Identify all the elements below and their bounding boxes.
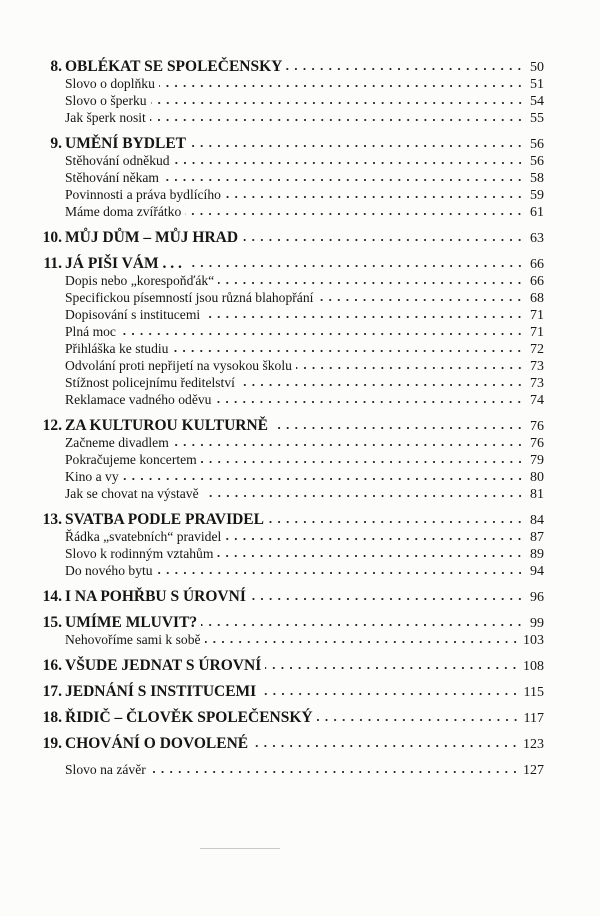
chapter-number: 18.	[42, 709, 62, 726]
entry-title: VŠUDE JEDNAT S ÚROVNÍ	[65, 657, 262, 674]
entry-title: Pokračujeme koncertem	[65, 452, 197, 467]
chapter-number: 15.	[42, 614, 62, 631]
entry-title: JÁ PIŠI VÁM . . .	[65, 255, 182, 272]
entry-title: Stěhování někam	[65, 170, 160, 185]
entry-title: ZA KULTUROU KULTURNĚ	[65, 417, 268, 434]
dot-leader	[317, 298, 524, 302]
page-number: 76	[530, 419, 544, 434]
page-number: 76	[530, 436, 544, 451]
entry-title: Stížnost policejnímu ředitelství	[65, 375, 235, 390]
toc-entry	[30, 468, 544, 485]
dot-leader	[296, 366, 524, 370]
toc-entry	[30, 272, 544, 289]
dot-leader	[185, 212, 524, 216]
chapter-number: 19.	[42, 735, 62, 752]
dot-leader	[205, 640, 519, 644]
toc-entry	[30, 545, 544, 562]
toc-chapter	[30, 657, 544, 674]
dot-leader	[186, 264, 524, 268]
page-number: 61	[530, 205, 544, 220]
toc-entry	[30, 357, 544, 374]
toc-entry	[30, 451, 544, 468]
page-number: 54	[530, 94, 544, 109]
dot-leader	[174, 161, 524, 165]
dot-leader	[172, 349, 524, 353]
page-number: 71	[530, 325, 544, 340]
toc-entry	[30, 323, 544, 340]
dot-leader	[163, 178, 524, 182]
dot-leader	[225, 195, 524, 199]
page-number: 87	[530, 530, 544, 545]
page-number: 103	[523, 633, 544, 648]
page-number: 73	[530, 359, 544, 374]
toc-chapter	[30, 255, 544, 272]
dot-leader	[150, 770, 519, 774]
page-number: 94	[530, 564, 544, 579]
toc-chapter	[30, 135, 544, 152]
entry-title: SVATBA PODLE PRAVIDEL	[65, 511, 264, 528]
footer-rule	[200, 848, 280, 849]
toc-entry	[30, 92, 544, 109]
toc-chapter	[30, 709, 544, 726]
toc-entry	[30, 761, 544, 778]
dot-leader	[252, 744, 519, 748]
toc-chapter	[30, 417, 544, 434]
toc-chapter	[30, 614, 544, 631]
toc-entry	[30, 391, 544, 408]
toc-entry	[30, 434, 544, 451]
toc-chapter	[30, 735, 544, 752]
entry-title: Slovo na závěr	[65, 762, 146, 777]
chapter-number: 9.	[50, 135, 62, 152]
entry-title: Máme doma zvířátko	[65, 204, 182, 219]
page-number: 72	[530, 342, 544, 357]
entry-title: Stěhování odněkud	[65, 153, 170, 168]
chapter-number: 10.	[42, 229, 62, 246]
toc-entry	[30, 289, 544, 306]
toc-entry	[30, 485, 544, 502]
toc-entry	[30, 109, 544, 126]
chapter-number: 14.	[42, 588, 62, 605]
toc-chapter	[30, 229, 544, 246]
page-number: 66	[530, 274, 544, 289]
entry-title: Slovo o šperku	[65, 93, 147, 108]
entry-title: Slovo k rodinným vztahům	[65, 546, 214, 561]
entry-title: Jak se chovat na výstavě	[65, 486, 199, 501]
entry-title: MŮJ DŮM – MŮJ HRAD	[65, 229, 239, 246]
page-number: 66	[530, 257, 544, 272]
entry-title: UMÍME MLUVIT?	[65, 614, 198, 631]
dot-leader	[250, 597, 524, 601]
chapter-number: 12.	[42, 417, 62, 434]
chapter-number: 8.	[50, 58, 62, 75]
chapter-number: 13.	[42, 511, 62, 528]
dot-leader	[190, 144, 524, 148]
toc-entry	[30, 169, 544, 186]
entry-title: Plná moc	[65, 324, 116, 339]
chapter-number: 11.	[43, 255, 62, 272]
entry-title: UMĚNÍ BYDLET	[65, 135, 187, 152]
dot-leader	[218, 281, 524, 285]
chapter-number: 17.	[42, 683, 62, 700]
entry-title: Začneme divadlem	[65, 435, 169, 450]
toc-chapter	[30, 588, 544, 605]
dot-leader	[123, 477, 524, 481]
dot-leader	[215, 400, 524, 404]
entry-title: Řádka „svatebních“ pravidel	[65, 529, 222, 544]
dot-leader	[151, 101, 524, 105]
page-number: 68	[530, 291, 544, 306]
page-number: 89	[530, 547, 544, 562]
dot-leader	[286, 67, 524, 71]
page-number: 55	[530, 111, 544, 126]
page-number: 115	[523, 685, 544, 700]
page-number: 58	[530, 171, 544, 186]
entry-title: CHOVÁNÍ O DOVOLENÉ	[65, 735, 249, 752]
toc-entry	[30, 306, 544, 323]
entry-title: Povinnosti a práva bydlícího	[65, 187, 221, 202]
page-number: 99	[530, 616, 544, 631]
page-number: 56	[530, 154, 544, 169]
entry-title: OBLÉKAT SE SPOLEČENSKY	[65, 58, 283, 75]
entry-title: I NA POHŘBU S ÚROVNÍ	[65, 588, 246, 605]
dot-leader	[203, 494, 524, 498]
toc-entry	[30, 75, 544, 92]
page-number: 81	[530, 487, 544, 502]
page-number: 117	[523, 711, 544, 726]
page-number: 96	[530, 590, 544, 605]
entry-title: Dopisování s institucemi	[65, 307, 201, 322]
page-number: 50	[530, 60, 544, 75]
toc-entry	[30, 631, 544, 648]
chapter-number: 16.	[42, 657, 62, 674]
dot-leader	[201, 623, 524, 627]
entry-title: Nehovoříme sami k sobě	[65, 632, 201, 647]
entry-title: Kino a vy	[65, 469, 119, 484]
dot-leader	[272, 426, 524, 430]
entry-title: Odvolání proti nepřijetí na vysokou školu	[65, 358, 292, 373]
toc-entry	[30, 152, 544, 169]
dot-leader	[225, 537, 524, 541]
dot-leader	[242, 238, 524, 242]
dot-leader	[260, 692, 519, 696]
entry-title: Dopis nebo „korespoňďák“	[65, 273, 215, 288]
page-number: 56	[530, 137, 544, 152]
page-number: 73	[530, 376, 544, 391]
entry-title: Jak šperk nosit	[65, 110, 146, 125]
page-number: 79	[530, 453, 544, 468]
dot-leader	[204, 315, 524, 319]
page-number: 71	[530, 308, 544, 323]
dot-leader	[150, 118, 524, 122]
toc-entry	[30, 528, 544, 545]
toc-entry	[30, 374, 544, 391]
dot-leader	[159, 84, 524, 88]
entry-title: Specifickou písemností jsou různá blahopřání	[65, 290, 314, 305]
page-number: 127	[523, 763, 544, 778]
page-number: 51	[530, 77, 544, 92]
page-number: 59	[530, 188, 544, 203]
toc-chapter	[30, 683, 544, 700]
toc-entry	[30, 562, 544, 579]
entry-title: Přihláška ke studiu	[65, 341, 169, 356]
dot-leader	[239, 383, 524, 387]
toc-chapter	[30, 58, 544, 75]
toc-entry	[30, 203, 544, 220]
toc-entry	[30, 186, 544, 203]
dot-leader	[265, 666, 519, 670]
entry-title: Slovo o doplňku	[65, 76, 155, 91]
entry-title: Do nového bytu	[65, 563, 153, 578]
entry-title: Reklamace vadného oděvu	[65, 392, 212, 407]
page-number: 84	[530, 513, 544, 528]
entry-title: JEDNÁNÍ S INSTITUCEMI	[65, 683, 257, 700]
page-number: 108	[523, 659, 544, 674]
page-number: 74	[530, 393, 544, 408]
toc-entry	[30, 340, 544, 357]
dot-leader	[201, 460, 524, 464]
toc-chapter	[30, 511, 544, 528]
page-number: 80	[530, 470, 544, 485]
page-number: 123	[523, 737, 544, 752]
entry-title: ŘIDIČ – ČLOVĚK SPOLEČENSKÝ	[65, 709, 313, 726]
dot-leader	[217, 554, 524, 558]
dot-leader	[268, 520, 524, 524]
table-of-contents	[30, 58, 544, 778]
dot-leader	[157, 571, 524, 575]
dot-leader	[120, 332, 524, 336]
page-number: 63	[530, 231, 544, 246]
dot-leader	[173, 443, 524, 447]
dot-leader	[317, 718, 520, 722]
